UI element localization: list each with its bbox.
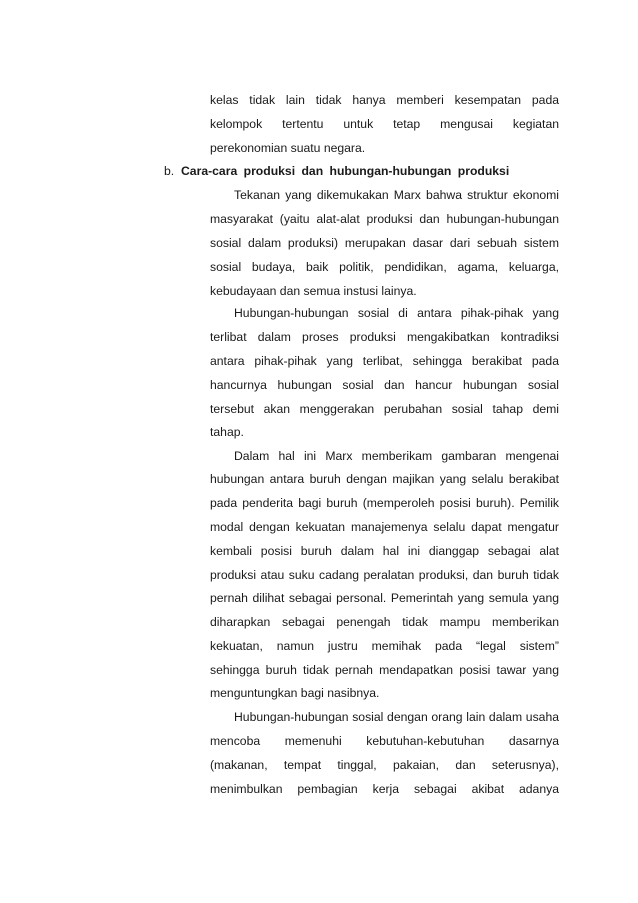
paragraph-line: diharapkan sebagai penengah tidak mampu memberikan bbox=[210, 615, 559, 629]
paragraph-line: produksi atau suku cadang peralatan produksi, dan buruh tidak bbox=[210, 568, 559, 582]
paragraph-line: Hubungan-hubungan sosial di antara pihak-pihak yang bbox=[234, 306, 559, 320]
paragraph-line: Dalam hal ini Marx memberikam gambaran mengenai bbox=[234, 449, 559, 463]
section-heading: Cara-cara produksi dan hubungan-hubungan produksi bbox=[181, 164, 510, 178]
paragraph-line: perekonomian suatu negara. bbox=[210, 141, 366, 155]
paragraph-line: kekuatan, namun justru memihak pada “legal sistem” bbox=[210, 639, 559, 653]
paragraph-line: pada penderita bagi buruh (memperoleh posisi buruh). Pemilik bbox=[210, 496, 559, 510]
paragraph-line: kebudayaan dan semua instusi lainya. bbox=[210, 284, 417, 298]
paragraph-line: hancurnya hubungan sosial dan hancur hubungan sosial bbox=[210, 378, 559, 392]
paragraph-line: sosial budaya, baik politik, pendidikan, agama, keluarga, bbox=[210, 260, 559, 274]
paragraph-line: sehingga buruh tidak pernah mendapatkan posisi tawar yang bbox=[210, 663, 559, 677]
paragraph-line: Tekanan yang dikemukakan Marx bahwa struktur ekonomi bbox=[234, 188, 559, 202]
paragraph-line: tersebut akan menggerakan perubahan sosial tahap demi bbox=[210, 402, 559, 416]
paragraph-line: tahap. bbox=[210, 425, 244, 439]
paragraph-line: kelompok tertentu untuk tetap mengusai kegiatan bbox=[210, 117, 559, 131]
paragraph-line: hubungan antara buruh dengan majikan yang selalu berakibat bbox=[210, 472, 559, 486]
paragraph-line: (makanan, tempat tinggal, pakaian, dan seterusnya), bbox=[210, 758, 559, 772]
paragraph-line: masyarakat (yaitu alat-alat produksi dan hubungan-hubungan bbox=[210, 212, 559, 226]
paragraph-line: terlibat dalam proses produksi mengakibatkan kontradiksi bbox=[210, 330, 559, 344]
paragraph-line: pernah dilihat sebagai personal. Pemerintah yang semula yang bbox=[210, 591, 559, 605]
paragraph-line: menimbulkan pembagian kerja sebagai akibat adanya bbox=[210, 782, 559, 796]
paragraph-line: kembali posisi buruh dalam hal ini dianggap sebagai alat bbox=[210, 544, 559, 558]
paragraph-line: mencoba memenuhi kebutuhan-kebutuhan dasarnya bbox=[210, 734, 559, 748]
paragraph-line: kelas tidak lain tidak hanya memberi kesempatan pada bbox=[210, 93, 559, 107]
paragraph-line: sosial dalam produksi) merupakan dasar dari sebuah sistem bbox=[210, 236, 559, 250]
section-marker: b. bbox=[164, 164, 175, 178]
paragraph-line: modal dengan kekuatan manajemenya selalu dapat mengatur bbox=[210, 520, 559, 534]
paragraph-line: Hubungan-hubungan sosial dengan orang lain dalam usaha bbox=[234, 710, 559, 724]
paragraph-line: antara pihak-pihak yang terlibat, sehingga berakibat pada bbox=[210, 354, 559, 368]
paragraph-line: menguntungkan bagi nasibnya. bbox=[210, 686, 380, 700]
